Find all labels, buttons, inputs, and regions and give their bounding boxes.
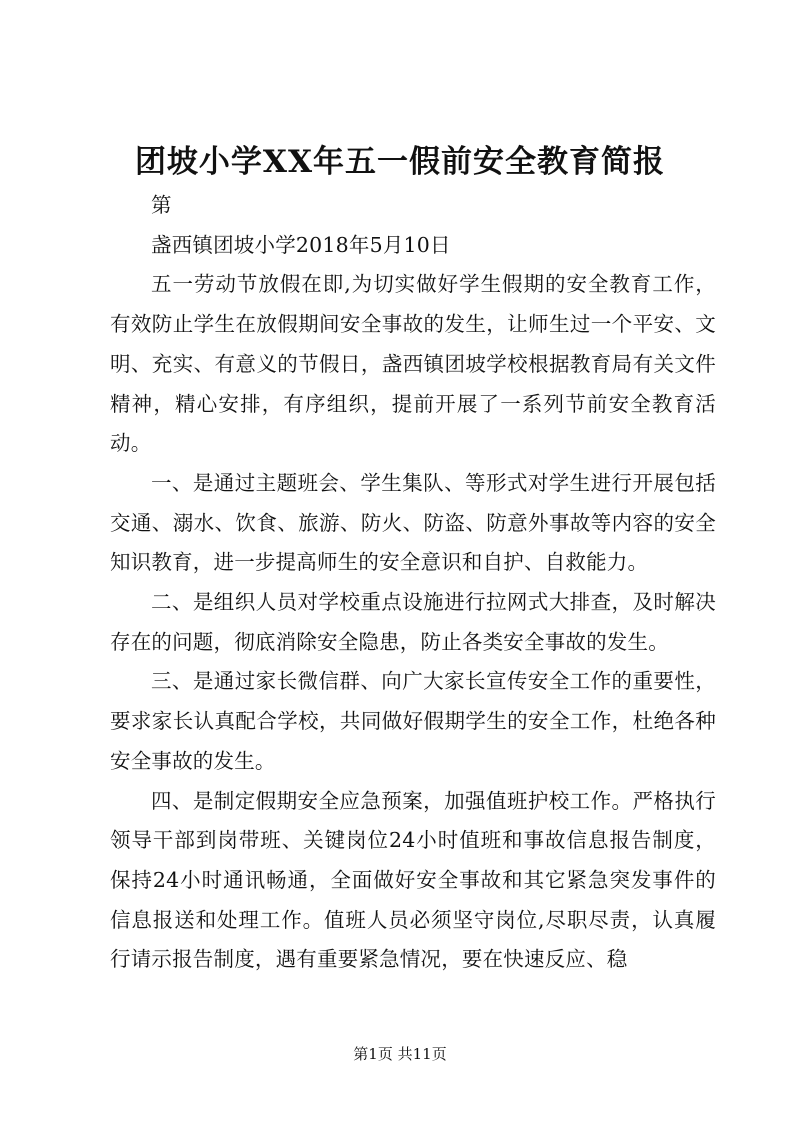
paragraph-item-1: 一、是通过主题班会、学生集队、等形式对学生进行开展包括交通、溺水、饮食、旅游、防火、防盗、防意外事故等内容的安全知识教育，进一步提高师生的安全意识和自护、自救能力。 — [110, 470, 716, 575]
document-body — [110, 186, 716, 980]
paragraph-item-3: 三、是通过家长微信群、向广大家长宣传安全工作的重要性，要求家长认真配合学校，共同做好假期学生的安全工作，杜绝各种安全事故的发生。 — [110, 669, 716, 773]
byline: 盏西镇团坡小学2018年5月10日 — [151, 232, 451, 257]
paragraph-item-4: 四、是制定假期安全应急预案，加强值班护校工作。严格执行领导干部到岗带班、关键岗位24小时值班和事故信息报告制度，保持24小时通讯畅通，全面做好安全事故和其它紧急突发事件的信息报送和处理工作。值班人员必须坚守岗位,尽职尽责，认真履行请示报告制度，遇有重要紧急情况，要在快速反应、稳 — [110, 788, 716, 972]
page-number-footer: 第1页 共11页 — [353, 1045, 447, 1063]
issue-line: 第 — [151, 193, 172, 217]
paragraph-intro: 五一劳动节放假在即,为切实做好学生假期的安全教育工作，有效防止学生在放假期间安全事故的发生，让师生过一个平安、文明、充实、有意义的节假日，盏西镇团坡学校根据教育局有关文件精神，精心安排，有序组织，提前开展了一系列节前安全教育活动。 — [110, 272, 716, 456]
document-title: 团坡小学XX年五一假前安全教育简报 — [134, 144, 666, 180]
paragraph-item-2: 二、是组织人员对学校重点设施进行拉网式大排查，及时解决存在的问题，彻底消除安全隐患，防止各类安全事故的发生。 — [110, 590, 716, 654]
